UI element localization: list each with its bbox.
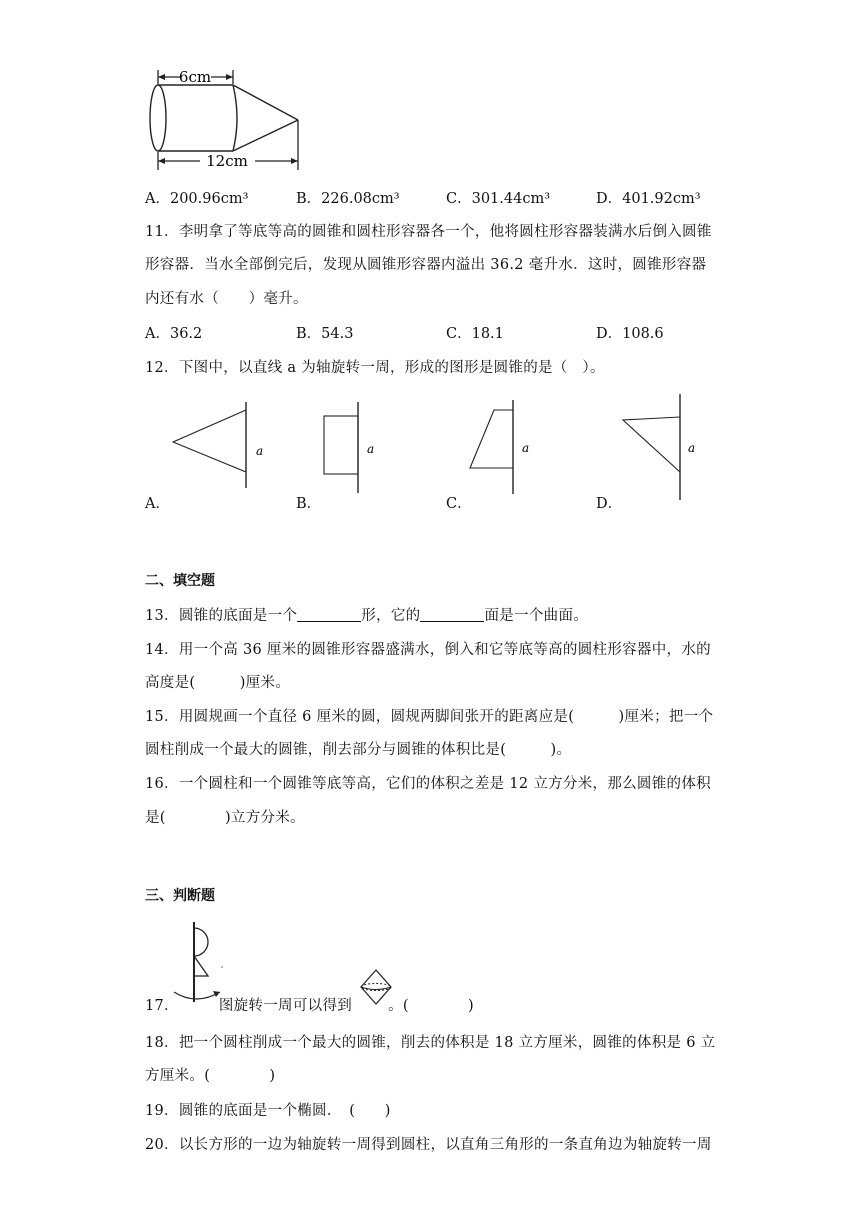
q17-answer-bracket[interactable]: 。( ) bbox=[388, 998, 474, 1014]
q12-option-a[interactable]: A． bbox=[145, 496, 170, 512]
q13-text bbox=[145, 604, 588, 625]
q14-text-line-1: 14．用一个高 36 厘米的圆锥形容器盛满水，倒入和它等底等高的圆柱形容器中，水的 bbox=[145, 642, 711, 658]
q12-figure-d-triangle bbox=[618, 392, 708, 502]
q17-text bbox=[145, 994, 474, 1015]
q11-option-c[interactable]: C．18.1 bbox=[446, 326, 504, 342]
q12-figure-a-triangle bbox=[170, 400, 270, 490]
q19-text: 19．圆锥的底面是一个椭圆． ( ) bbox=[145, 1103, 391, 1119]
q11-option-d[interactable]: D．108.6 bbox=[596, 326, 664, 342]
q12-axis-label-d: a bbox=[688, 441, 696, 455]
section-3-title: 三、判断题 bbox=[145, 888, 215, 904]
q11-text-line-3: 内还有水（ ）毫升。 bbox=[145, 291, 308, 307]
q16-text-line-1: 16．一个圆柱和一个圆锥等底等高，它们的体积之差是 12 立方分米，那么圆锥的体积 bbox=[145, 776, 711, 792]
q17-statement: 图旋转一周可以得到 bbox=[218, 998, 353, 1014]
q12-axis-label-b: a bbox=[367, 442, 375, 456]
q12-option-c[interactable]: C． bbox=[446, 496, 472, 512]
q10-cylinder-cone-figure bbox=[145, 62, 305, 174]
q12-axis-label-a: a bbox=[256, 444, 264, 458]
q12-axis-label-c: a bbox=[522, 441, 530, 455]
q16-text-line-2: 是( )立方分米。 bbox=[145, 810, 305, 826]
q15-text-line-2: 圆柱削成一个最大的圆锥，削去部分与圆锥的体积比是( )。 bbox=[145, 742, 572, 758]
q13-blank-2[interactable] bbox=[420, 607, 484, 622]
q10-option-b[interactable]: B．226.08cm³ bbox=[296, 191, 400, 207]
q10-option-c[interactable]: C．301.44cm³ bbox=[446, 191, 551, 207]
q12-option-b[interactable]: B． bbox=[296, 496, 322, 512]
q11-option-a[interactable]: A．36.2 bbox=[145, 326, 203, 342]
q12-figure-b-rectangle bbox=[320, 400, 390, 495]
q13-part-2: 形，它的 bbox=[361, 608, 421, 624]
q11-text-line-1: 11．李明拿了等底等高的圆锥和圆柱形容器各一个，他将圆柱形容器装满水后倒入圆锥 bbox=[145, 224, 712, 240]
q10-option-d[interactable]: D．401.92cm³ bbox=[596, 191, 701, 207]
q20-text-line-1: 20．以长方形的一边为轴旋转一周得到圆柱，以直角三角形的一条直角边为轴旋转一周 bbox=[145, 1137, 712, 1153]
q18-text-line-2: 方厘米。( ) bbox=[145, 1068, 276, 1084]
q13-blank-1[interactable] bbox=[297, 607, 361, 622]
q12-question-text: 12．下图中，以直线 a 为轴旋转一周，形成的图形是圆锥的是（ ）。 bbox=[145, 360, 605, 376]
q10-option-a[interactable]: A．200.96cm³ bbox=[145, 191, 249, 207]
q17-number: 17． bbox=[145, 998, 179, 1014]
q13-part-3: 面是一个曲面。 bbox=[484, 608, 589, 624]
q14-text-line-2: 高度是( )厘米。 bbox=[145, 675, 291, 691]
q18-text-line-1: 18．把一个圆柱削成一个最大的圆锥，削去的体积是 18 立方厘米，圆锥的体积是 6 立 bbox=[145, 1035, 716, 1051]
q12-option-d[interactable]: D． bbox=[596, 496, 623, 512]
q10-bottom-dimension-label: 12cm bbox=[206, 152, 248, 170]
q15-text-line-1: 15．用圆规画一个直径 6 厘米的圆，圆规两脚间张开的距离应是( )厘米；把一个 bbox=[145, 709, 714, 725]
q12-figure-c-trapezoid bbox=[465, 398, 545, 496]
section-2-title: 二、填空题 bbox=[145, 573, 215, 589]
q13-part-1: 13．圆锥的底面是一个 bbox=[145, 608, 298, 624]
q11-option-b[interactable]: B．54.3 bbox=[296, 326, 354, 342]
q10-top-dimension-label: 6cm bbox=[178, 68, 212, 86]
q11-text-line-2: 形容器．当水全部倒完后，发现从圆锥形容器内溢出 36.2 毫升水．这时，圆锥形容器 bbox=[145, 257, 707, 273]
